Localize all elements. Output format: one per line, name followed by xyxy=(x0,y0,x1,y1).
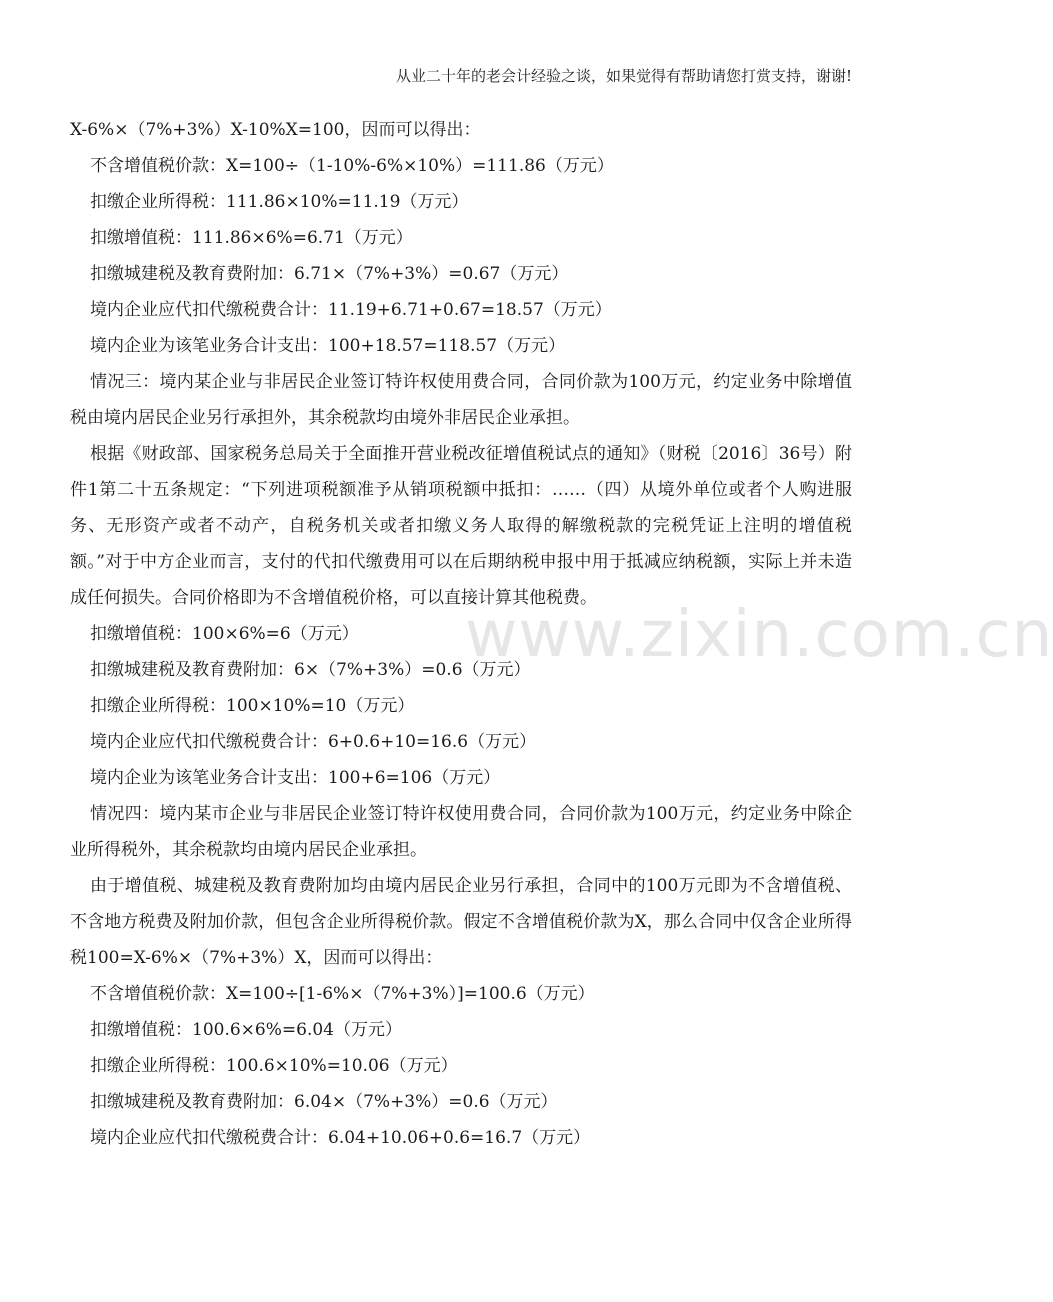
paragraph-withheld-income-tax: 扣缴企业所得税：111.86×10%=11.19（万元） xyxy=(90,192,469,212)
paragraph-withholding-total: 境内企业应代扣代缴税费合计：6+0.6+10=16.6（万元） xyxy=(90,732,537,752)
document-body xyxy=(70,112,852,1156)
paragraph-withheld-vat: 扣缴增值税：100.6×6%=6.04（万元） xyxy=(90,1020,402,1040)
paragraph-withheld-vat: 扣缴增值税：111.86×6%=6.71（万元） xyxy=(90,228,413,248)
header-note: 从业二十年的老会计经验之谈，如果觉得有帮助请您打赏支持，谢谢! xyxy=(395,67,852,85)
paragraph-total-expense: 境内企业为该笔业务合计支出：100+6=106（万元） xyxy=(90,768,501,788)
paragraph-withheld-surcharges: 扣缴城建税及教育费附加：6.71×（7%+3%）=0.67（万元） xyxy=(90,264,569,284)
paragraph-withheld-surcharges: 扣缴城建税及教育费附加：6×（7%+3%）=0.6（万元） xyxy=(90,660,531,680)
paragraph-case-three: 情况三：境内某企业与非居民企业签订特许权使用费合同，合同价款为100万元，约定业务中除增值税由境内居民企业另行承担外，其余税款均由境外非居民企业承担。 xyxy=(70,372,852,428)
paragraph-total-expense: 境内企业为该笔业务合计支出：100+18.57=118.57（万元） xyxy=(90,336,566,356)
paragraph-case-four: 情况四：境内某市企业与非居民企业签订特许权使用费合同，合同价款为100万元，约定业务中除企业所得税外，其余税款均由境内居民企业承担。 xyxy=(70,804,852,860)
paragraph-withholding-total: 境内企业应代扣代缴税费合计：6.04+10.06+0.6=16.7（万元） xyxy=(90,1128,591,1148)
paragraph-regulation-quote: 根据《财政部、国家税务总局关于全面推开营业税改征增值税试点的通知》（财税〔2016〕36号）附件1第二十五条规定：“下列进项税额准予从销项税额中抵扣：……（四）从境外单位或者个人购进服务、无形资产或者不动产，自税务机关或者扣缴义务人取得的解缴税款的完税凭证上注明的增值税额。”对于中方企业而言，支付的代扣代缴费用可以在后期纳税申报中用于抵减应纳税额，实际上并未造成任何损失。合同价格即为不含增值税价格，可以直接计算其他税费。 xyxy=(70,444,852,608)
paragraph-case-four-explanation: 由于增值税、城建税及教育费附加均由境内居民企业另行承担，合同中的100万元即为不含增值税、不含地方税费及附加价款，但包含企业所得税价款。假定不含增值税价款为X，那么合同中仅含企业所得税100=X-6%×（7%+3%）X，因而可以得出： xyxy=(70,876,852,968)
paragraph-withheld-income-tax: 扣缴企业所得税：100×10%=10（万元） xyxy=(90,696,415,716)
paragraph-price-excl-vat: 不含增值税价款：X=100÷（1-10%-6%×10%）=111.86（万元） xyxy=(90,156,614,176)
paragraph-withheld-income-tax: 扣缴企业所得税：100.6×10%=10.06（万元） xyxy=(90,1056,458,1076)
paragraph-withholding-total: 境内企业应代扣代缴税费合计：11.19+6.71+0.67=18.57（万元） xyxy=(90,300,612,320)
paragraph-withheld-surcharges: 扣缴城建税及教育费附加：6.04×（7%+3%）=0.6（万元） xyxy=(90,1092,558,1112)
paragraph-withheld-vat: 扣缴增值税：100×6%=6（万元） xyxy=(90,624,359,644)
paragraph-formula-continuation: X-6%×（7%+3%）X-10%X=100，因而可以得出： xyxy=(70,120,481,140)
watermark: www.zixin.com.cn xyxy=(465,598,1053,672)
paragraph-price-excl-vat: 不含增值税价款：X=100÷[1-6%×（7%+3%）]=100.6（万元） xyxy=(90,984,595,1004)
